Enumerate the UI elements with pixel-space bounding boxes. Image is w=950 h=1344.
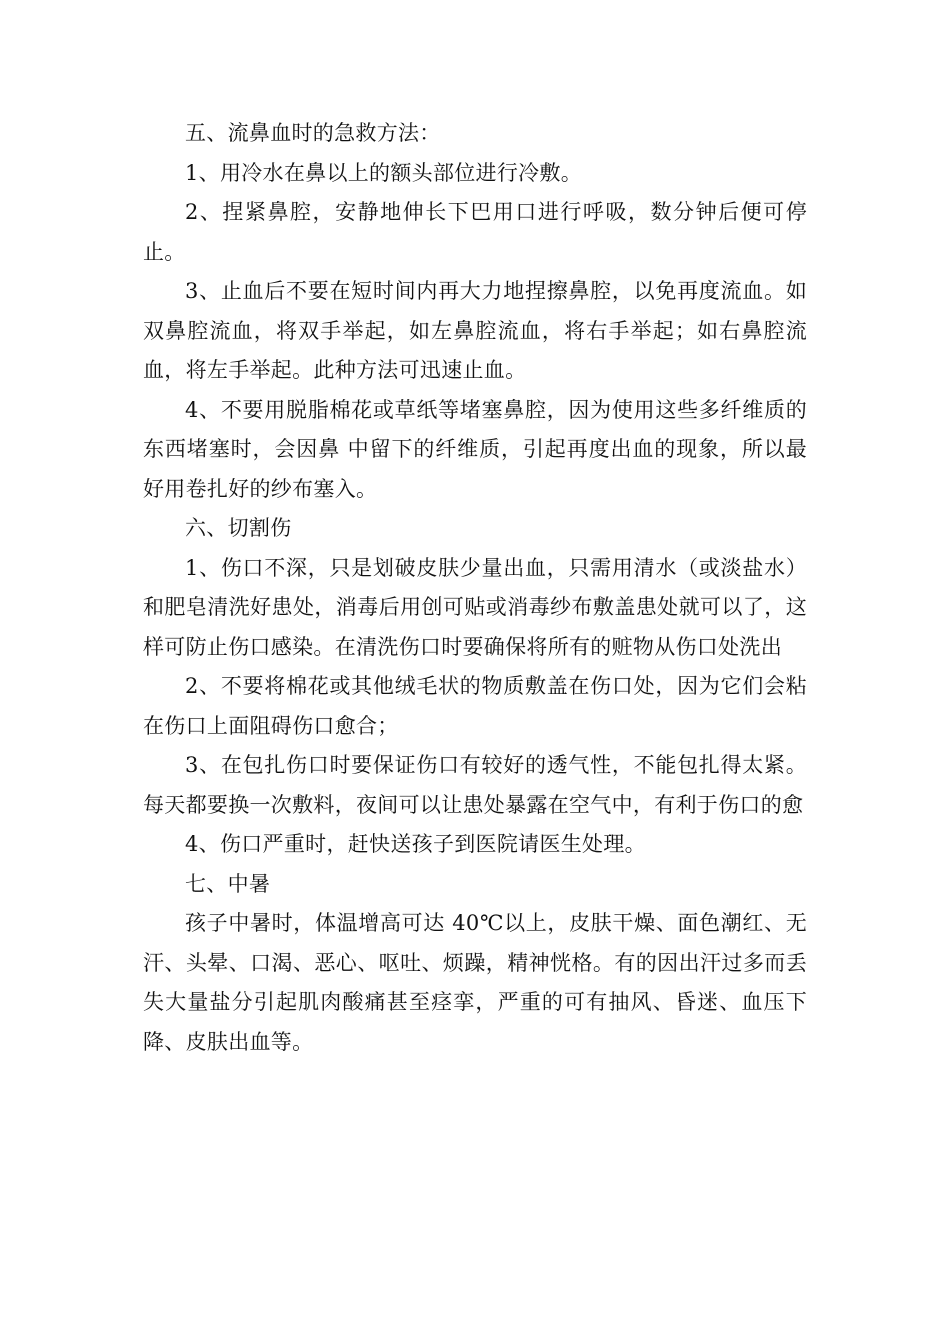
paragraph-cut-wound-4: 4、伤口严重时，赶快送孩子到医院请医生处理。 — [185, 832, 646, 856]
paragraph-heatstroke-1: 孩子中暑时，体温增高可达 40℃以上，皮肤干燥、面色潮红、无汗、头晕、口渴、恶心、呕吐、烦躁，精神恍格。有的因出汗过多而丢失大量盐分引起肌肉酸痛甚至痉挛，严重的可有抽风、昏迷、血压下降、皮肤出血等。 — [143, 911, 807, 1054]
paragraph-nosebleed-2: 2、捏紧鼻腔，安静地伸长下巴用口进行呼吸，数分钟后便可停止。 — [143, 200, 807, 264]
document-body — [143, 114, 807, 1062]
paragraph-nosebleed-1: 1、用冷水在鼻以上的额头部位进行冷敷。 — [185, 160, 583, 185]
paragraph-cut-wound-2: 2、不要将棉花或其他绒毛状的物质敷盖在伤口处，因为它们会粘在伤口上面阻碍伤口愈合； — [143, 674, 807, 738]
heading-heatstroke: 七、中暑 — [185, 871, 271, 896]
paragraph-nosebleed-3: 3、止血后不要在短时间内再大力地捏擦鼻腔，以免再度流血。如双鼻腔流血，将双手举起，如左鼻腔流血，将右手举起；如右鼻腔流血，将左手举起。此种方法可迅速止血。 — [143, 279, 807, 382]
heading-nosebleed: 五、流鼻血时的急救方法： — [185, 121, 441, 145]
paragraph-cut-wound-1: 1、伤口不深，只是划破皮肤少量出血，只需用清水（或淡盐水）和肥皂清洗好患处，消毒后用创可贴或消毒纱布敷盖患处就可以了，这样可防止伤口感染。在清洗伤口时要确保将所有的赃物从伤口处洗出 — [143, 555, 807, 659]
paragraph-cut-wound-3: 3、在包扎伤口时要保证伤口有较好的透气性，不能包扎得太紧。每天都要换一次敷料，夜间可以让患处暴露在空气中，有利于伤口的愈 — [143, 753, 807, 817]
heading-cut-wound: 六、切割伤 — [185, 516, 292, 540]
paragraph-nosebleed-4: 4、不要用脱脂棉花或草纸等堵塞鼻腔，因为使用这些多纤维质的东西堵塞时，会因鼻 中留下的纤维质，引起再度出血的现象，所以最好用卷扎好的纱布塞入。 — [143, 397, 807, 501]
